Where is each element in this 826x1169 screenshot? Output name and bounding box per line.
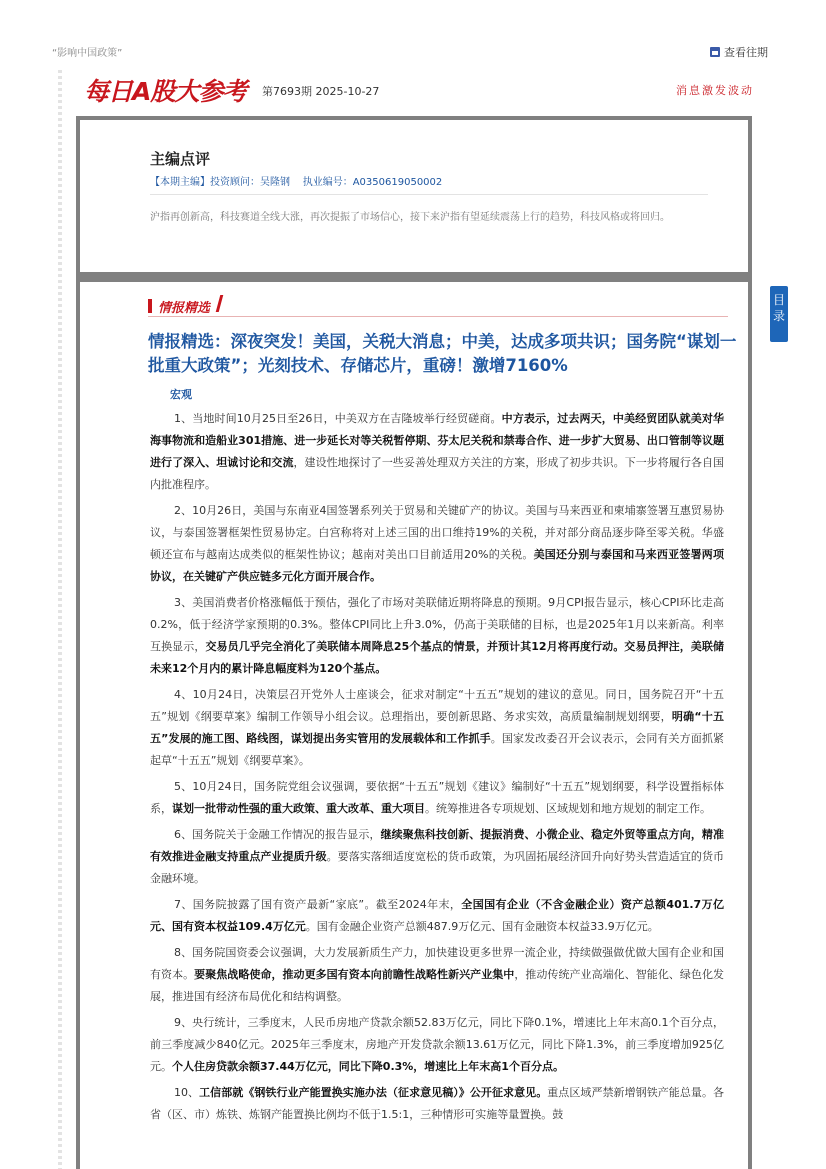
editor-advisor: 投资顾问：吴隆钢	[210, 177, 290, 188]
editor-meta	[150, 173, 442, 188]
editor-comment-body: 沪指再创新高，科技赛道全线大涨，再次提振了市场信心，接下来沪指有望延续震荡上行的趋势，科技风格或将回归。	[150, 212, 670, 223]
news-paragraph: 9、央行统计，三季度末，人民币房地产贷款余额52.83万亿元，同比下降0.1%，增速比上年末高0.1个百分点，前三季度减少840亿元。2025年三季度末，房地产开发贷款余额13.61万亿元，同比下降1.3%，前三季度增加925亿元。个人住房贷款余额37.44万亿元，同比下降0.3%，增速比上年末高1个百分点。	[150, 1016, 724, 1073]
section-underline	[148, 316, 728, 317]
news-paragraph: 8、国务院国资委会议强调，大力发展新质生产力，加快建设更多世界一流企业，持续做强做优做大国有企业和国有资本。要聚焦战略使命，推动更多国有资本向前瞻性战略性新兴产业集中，推动传统产业高端化、智能化、绿色化发展，推进国有经济布局优化和结构调整。	[150, 946, 725, 1003]
section-label: 情报精选	[158, 301, 211, 316]
toc-button[interactable]	[770, 286, 788, 342]
news-body	[150, 408, 724, 1130]
editor-license: 执业编号：A0350619050002	[302, 177, 443, 188]
editor-comment-panel	[76, 116, 752, 276]
section-header	[148, 294, 728, 316]
toc-label-1: 目	[772, 293, 785, 307]
news-paragraph: 7、国务院披露了国有资产最新“家底”。截至2024年末，全国国有企业（不含金融企业）资产总额401.7万亿元、国有资本权益109.4万亿元。国有金融企业资产总额487.9万亿元、国有金融资本权益33.9万亿元。	[150, 898, 725, 933]
slogan: 消息激发波动	[676, 84, 754, 97]
frame-dotted-rule	[58, 70, 62, 1169]
news-paragraph: 10、工信部就《钢铁行业产能置换实施办法（征求意见稿）》公开征求意见。重点区域严禁新增钢铁产能总量。各省（区、市）炼铁、炼钢产能置换比例均不低于1.5:1，三种情形可实施等量置换。鼓	[150, 1086, 725, 1121]
history-link[interactable]	[710, 44, 768, 60]
news-paragraph: 1、当地时间10月25日至26日，中美双方在吉隆坡举行经贸磋商。中方表示，过去两天，中美经贸团队就美对华海事物流和造船业301措施、进一步延长对等关税暂停期、芬太尼关税和禁毒合作、进一步扩大贸易、出口管制等议题进行了深入、坦诚讨论和交流，建设性地探讨了一些妥善处理双方关注的方案，形成了初步共识。下一步将履行各自国内批准程序。	[150, 412, 725, 491]
news-paragraph: 5、10月24日，国务院党组会议强调，要依据“十五五”规划《建议》编制好“十五五”规划纲要，科学设置指标体系，谋划一批带动性强的重大政策、重大改革、重大项目。统筹推进各专项规划、区域规划和地方规划的制定工作。	[150, 780, 724, 815]
news-panel	[76, 276, 752, 1169]
editor-comment-title: 主编点评	[150, 150, 211, 168]
editor-meta-prefix: 【本期主编】	[150, 177, 210, 188]
divider	[150, 194, 708, 195]
logo: 每日A股大参考	[84, 77, 247, 106]
news-paragraph: 2、10月26日，美国与东南亚4国签署系列关于贸易和关键矿产的协议。美国与马来西亚和柬埔寨签署互惠贸易协议，与泰国签署框架性贸易协定。白宫称将对上述三国的出口维持19%的关税，并对部分商品逐步降至零关税。华盛顿还宣布与越南达成类似的框架性协议；越南对美出口目前适用20%的关税。美国还分别与泰国和马来西亚签署两项协议，在关键矿产供应链多元化方面开展合作。	[150, 504, 725, 583]
news-paragraph: 4、10月24日，决策层召开党外人士座谈会，征求对制定“十五五”规划的建议的意见。同日，国务院召开“十五五”规划《纲要草案》编制工作领导小组会议。总理指出，要创新思路、务求实效，高质量编制规划纲要，明确“十五五”发展的施工图、路线图，谋划提出务实管用的发展载体和工作抓手。国家发改委召开会议表示，会同有关方面抓紧起草“十五五”规划《纲要草案》。	[150, 688, 724, 767]
news-paragraph: 6、国务院关于金融工作情况的报告显示，继续聚焦科技创新、提振消费、小微企业、稳定外贸等重点方向，精准有效推进金融支持重点产业提质升级。要落实落细适度宽松的货币政策，为巩固拓展经济回升向好势头营造适宜的货币金融环境。	[150, 828, 725, 885]
top-tagline: “影响中国政策”	[52, 48, 123, 59]
toc-label-2: 录	[772, 309, 785, 323]
masthead	[76, 66, 756, 110]
section-bar-icon	[148, 299, 152, 313]
history-link-label: 查看往期	[724, 46, 768, 59]
news-paragraph: 3、美国消费者价格涨幅低于预估，强化了市场对美联储近期将降息的预期。9月CPI报告显示，核心CPI环比走高0.2%，低于经济学家预期的0.3%。整体CPI同比上升3.0%，仍高于美联储的目标，也是2025年1月以来新高。利率互换显示，交易员几乎完全消化了美联储本周降息25个基点的情景，并预计其12月将再度行动。交易员押注，美联储未来12个月内的累计降息幅度料为120个基点。	[150, 596, 724, 675]
news-title: 情报精选：深夜突发！美国，关税大消息；中美，达成多项共识；国务院“谋划一批重大政策”；光刻技术、存储芯片，重磅！激增7160%	[148, 332, 737, 375]
section-slash-icon	[216, 295, 224, 312]
calendar-icon	[710, 47, 720, 57]
category-label: 宏观	[170, 388, 192, 401]
issue-info: 第7693期 2025-10-27	[262, 85, 380, 98]
